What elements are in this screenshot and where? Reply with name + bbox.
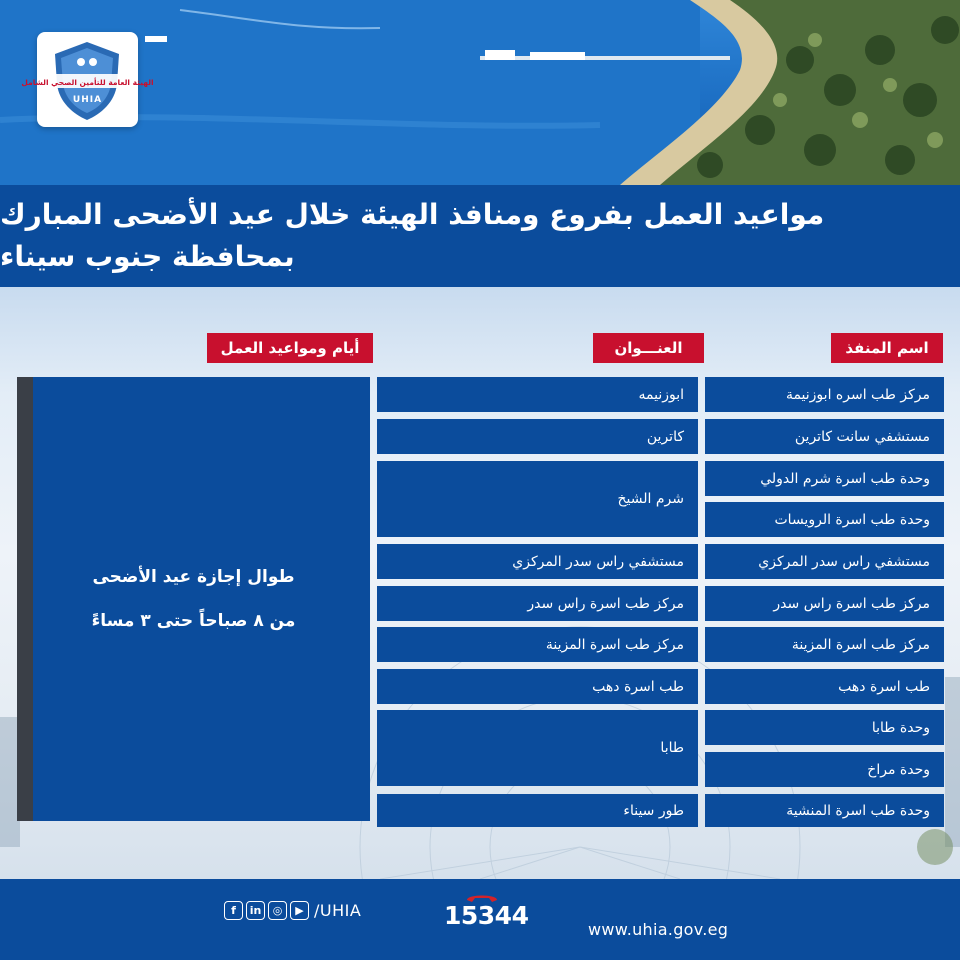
address-cell: مركز طب اسرة المزينة (377, 627, 698, 662)
address-cell: مركز طب اسرة راس سدر (377, 586, 698, 621)
place-cell: وحدة طب اسرة الرويسات (705, 502, 944, 537)
hotline[interactable] (444, 891, 529, 930)
facebook-icon[interactable]: f (224, 901, 243, 920)
place-cell: مستشفي سانت كاترين (705, 419, 944, 454)
uhia-logo (21, 32, 154, 127)
place-cell: مركز طب اسره ابوزنيمة (705, 377, 944, 412)
header-address: العنـــوان (593, 333, 704, 363)
website-link[interactable]: www.uhia.gov.eg (588, 920, 729, 939)
logo-abbr: UHIA (72, 95, 103, 105)
linkedin-icon[interactable]: in (246, 901, 265, 920)
address-cell: طب اسرة دهب (377, 669, 698, 704)
logo-org-name: الهيئة العامة للتأمين الصحي الشامل (21, 78, 154, 87)
footer-bar (0, 879, 960, 960)
header-banner-photo (0, 0, 960, 185)
instagram-icon[interactable]: ◎ (268, 901, 287, 920)
address-cell: شرم الشيخ (377, 461, 698, 537)
social-handle[interactable]: /UHIA (314, 900, 362, 920)
title-line-1: مواعيد العمل بفروع ومنافذ الهيئة خلال عيد الأضحى المبارك (0, 198, 825, 231)
working-hours-cell (17, 377, 370, 821)
page-title (0, 185, 960, 287)
place-cell: مركز طب اسرة المزينة (705, 627, 944, 662)
hours-time-range: من ٨ صباحاً حتى ٣ مساءً (91, 611, 296, 631)
place-cell: وحدة مراخ (705, 752, 944, 787)
address-cell: طابا (377, 710, 698, 786)
place-cell: مركز طب اسرة راس سدر (705, 586, 944, 621)
address-cell: كاترين (377, 419, 698, 454)
title-line-2: بمحافظة جنوب سيناء (0, 240, 295, 273)
address-cell: مستشفي راس سدر المركزي (377, 544, 698, 579)
social-links (224, 899, 361, 921)
place-cell: وحدة طابا (705, 710, 944, 745)
address-cell: ابوزنيمه (377, 377, 698, 412)
hours-period: طوال إجازة عيد الأضحى (92, 567, 295, 587)
hotline-number: 15344 (444, 901, 529, 930)
place-cell: مستشفي راس سدر المركزي (705, 544, 944, 579)
youtube-icon[interactable]: ▶ (290, 901, 309, 920)
header-place-name: اسم المنفذ (831, 333, 943, 363)
place-cell: طب اسرة دهب (705, 669, 944, 704)
beach-scene-illustration (0, 0, 960, 185)
place-cell: وحدة طب اسرة المنشية (705, 794, 944, 827)
address-cell: طور سيناء (377, 794, 698, 827)
place-cell: وحدة طب اسرة شرم الدولي (705, 461, 944, 496)
header-working-hours: أيام ومواعيد العمل (207, 333, 373, 363)
hours-side-stripe (17, 377, 33, 821)
